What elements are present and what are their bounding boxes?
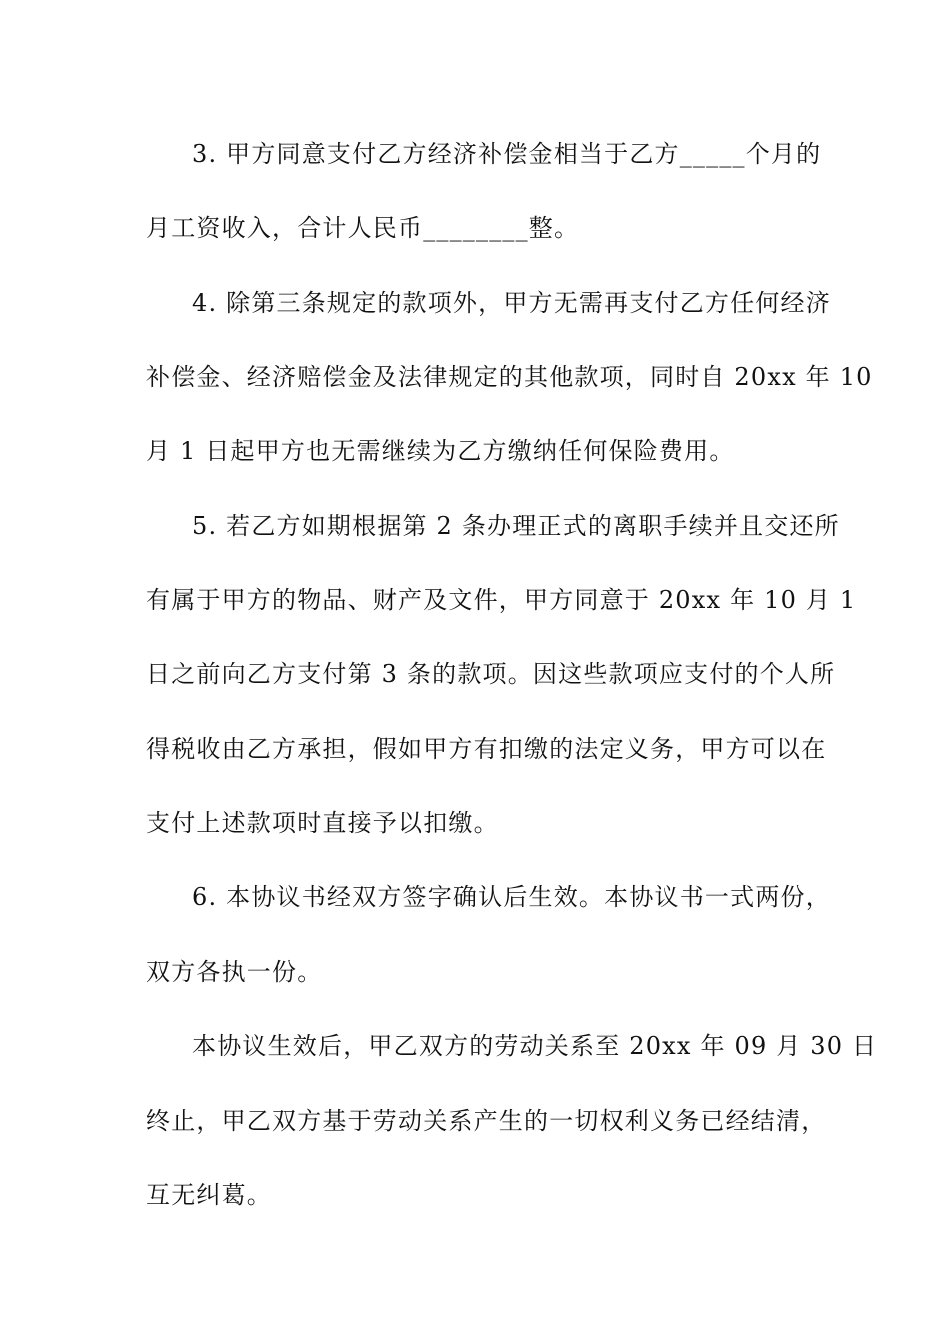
paragraph-5-line-4: 得税收由乙方承担，假如甲方有扣缴的法定义务，甲方可以在 — [146, 735, 827, 763]
closing-paragraph-line-2: 终止，甲乙双方基于劳动关系产生的一切权利义务已经结清， — [146, 1107, 827, 1135]
paragraph-5-line-5: 支付上述款项时直接予以扣缴。 — [146, 809, 499, 837]
paragraph-5-line-2: 有属于甲方的物品、财产及文件，甲方同意于 20xx 年 10 月 1 — [146, 586, 857, 614]
closing-paragraph-line-1: 本协议生效后，甲乙双方的劳动关系至 20xx 年 09 月 30 日 — [192, 1032, 878, 1060]
paragraph-6-line-1: 6. 本协议书经双方签字确认后生效。本协议书一式两份， — [192, 883, 831, 911]
paragraph-4-line-3: 月 1 日起甲方也无需继续为乙方缴纳任何保险费用。 — [146, 437, 735, 465]
paragraph-5-line-3: 日之前向乙方支付第 3 条的款项。因这些款项应支付的个人所 — [146, 660, 836, 688]
paragraph-3-line-2: 月工资收入，合计人民币________整。 — [146, 214, 580, 242]
paragraph-4-line-1: 4. 除第三条规定的款项外，甲方无需再支付乙方任何经济 — [192, 289, 831, 317]
paragraph-4-line-2: 补偿金、经济赔偿金及法律规定的其他款项，同时自 20xx 年 10 — [146, 363, 873, 391]
paragraph-5-line-1: 5. 若乙方如期根据第 2 条办理正式的离职手续并且交还所 — [192, 512, 840, 540]
paragraph-3-line-1: 3. 甲方同意支付乙方经济补偿金相当于乙方_____个月的 — [192, 140, 822, 168]
paragraph-6-line-2: 双方各执一份。 — [146, 958, 323, 986]
closing-paragraph-line-3: 互无纠葛。 — [146, 1181, 272, 1209]
